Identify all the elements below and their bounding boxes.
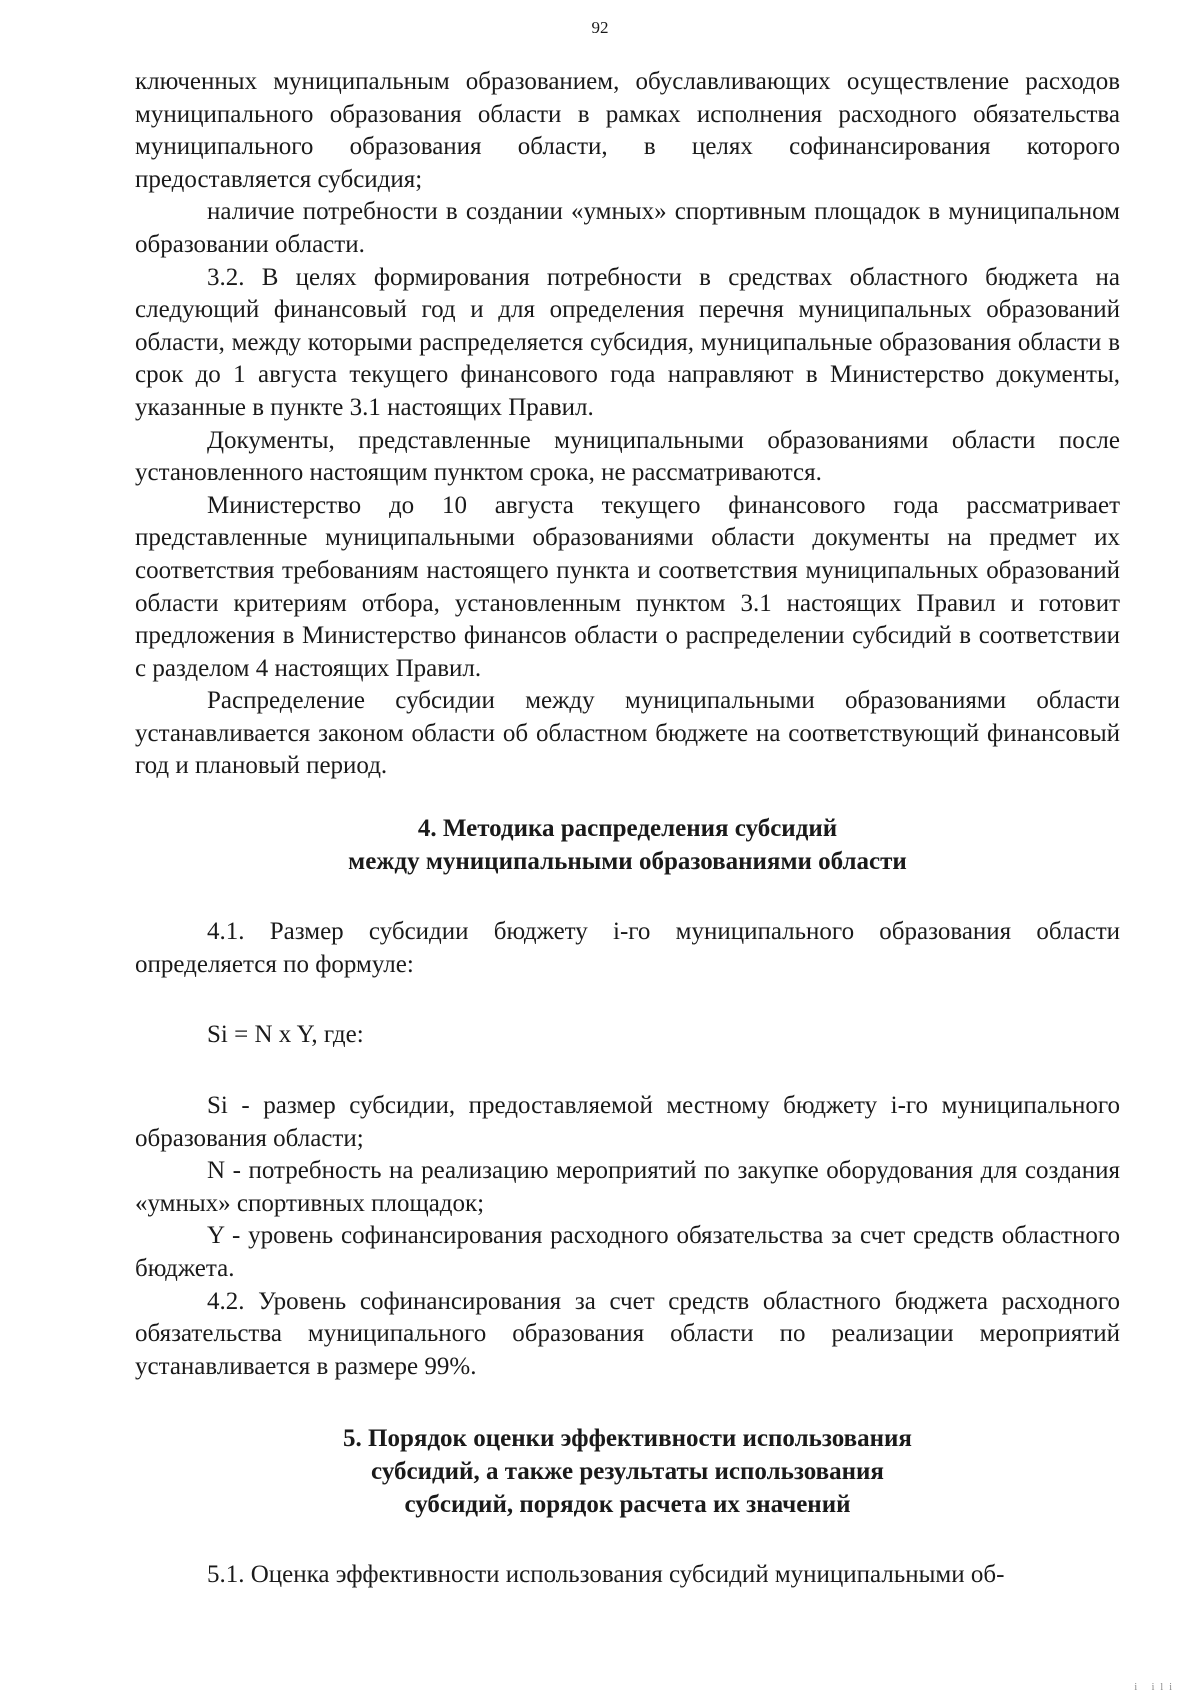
section-5-heading-line-2: субсидий, а также результаты использования xyxy=(371,1457,884,1485)
formula: Si = N x Y, где: xyxy=(207,1021,364,1049)
section-5-heading-line-1: 5. Порядок оценки эффективности использования xyxy=(343,1425,912,1453)
paragraph-5-1: 5.1. Оценка эффективности использования субсидий муниципальными об- xyxy=(207,1561,1005,1589)
section-5-heading-line-3: субсидий, порядок расчета их значений xyxy=(404,1490,851,1518)
paragraph-3-2: 3.2. В целях формирования потребности в средствах областного бюджета на следующий финансовый год и для определения перечня муниципальных образований области, между которыми распределяется субсидия, муниципальные образования области в срок до 1 августа текущего финансового года направляют в Министерство документы, указанные в пункте 3.1 настоящих Правил. xyxy=(135,263,1120,421)
scan-corner-mark: i ili xyxy=(1134,1682,1178,1693)
definition-n: N - потребность на реализацию мероприятий по закупке оборудования для создания «умных» спортивных площадок; xyxy=(135,1157,1120,1217)
paragraph-late-documents: Документы, представленные муниципальными образованиями области после установленного настоящим пунктом срока, не рассматриваются. xyxy=(135,426,1120,487)
paragraph-4-1: 4.1. Размер субсидии бюджету i-го муниципального образования области определяется по формуле: xyxy=(135,918,1120,978)
section-4-heading-line-2: между муниципальными образованиями области xyxy=(348,847,907,875)
paragraph-ministry-review: Министерство до 10 августа текущего финансового года рассматривает представленные муниципальными образованиями области документы на предмет их соответствия требованиям настоящего пункта и соответствия муниципальных образований области критериям отбора, установленным пунктом 3.1 настоящих Правил и готовит предложения в Министерство финансов области о распределении субсидий в соответствии с разделом 4 настоящих Правил. xyxy=(135,491,1120,682)
paragraph-distribution-law: Распределение субсидии между муниципальными образованиями области устанавливается законом области об областном бюджете на соответствующий финансовый год и плановый период. xyxy=(135,687,1120,780)
paragraph-continuation: ключенных муниципальным образованием, обуславливающих осуществление расходов муниципального образования области в рамках исполнения расходного обязательства муниципального образования области, в целях софинансирования которого предоставляется субсидия; xyxy=(135,68,1120,193)
paragraph-4-2: 4.2. Уровень софинансирования за счет средств областного бюджета расходного обязательства муниципального образования области по реализации мероприятий устанавливается в размере 99%. xyxy=(135,1287,1120,1380)
definition-y: Y - уровень софинансирования расходного обязательства за счет средств областного бюджета. xyxy=(135,1222,1120,1282)
definition-si: Si - размер субсидии, предоставляемой местному бюджету i-го муниципального образования области; xyxy=(135,1092,1120,1152)
section-4-heading xyxy=(135,813,1120,878)
paragraph-need-smart-grounds: наличие потребности в создании «умных» спортивным площадок в муниципальном образовании области. xyxy=(135,198,1120,258)
section-4-heading-line-1: 4. Методика распределения субсидий xyxy=(417,815,838,843)
document-body xyxy=(135,66,1120,1592)
section-5-heading xyxy=(135,1423,1120,1521)
page-number: 92 xyxy=(591,18,609,37)
